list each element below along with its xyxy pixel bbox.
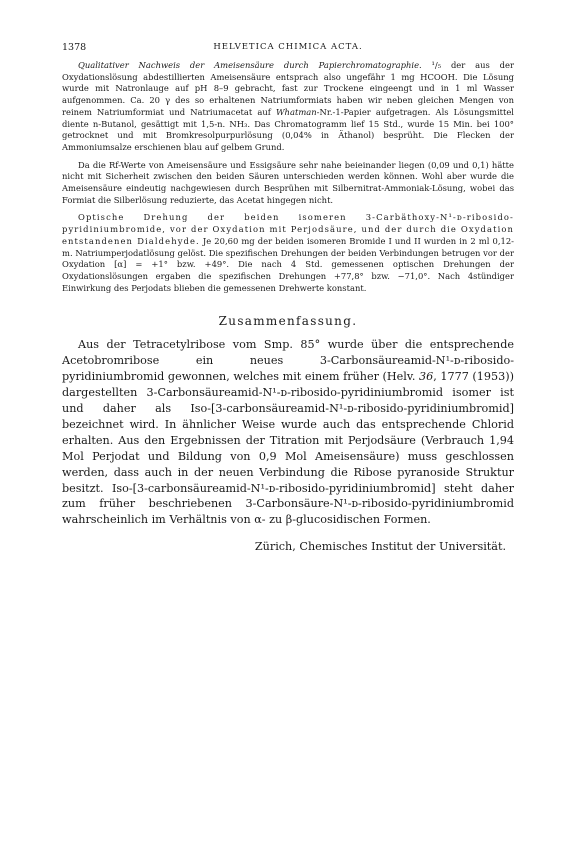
- running-header: [62, 42, 514, 58]
- summary-text: Aus der Tetracetylribose vom Smp. 85° wurde über die entsprechende Acetobromribose ein neues 3-Carbonsäureamid-N¹-ᴅ-ribosido-pyridiniumbromid gewonnen, welches mit einem früher (Helv.: [62, 338, 514, 384]
- paragraph-heading: Qualitativer Nachweis der Ameisensäure durch Papierchromatographie.: [78, 60, 422, 70]
- summary-text-cont: , 1777 (1953)) dargestellten 3-Carbonsäureamid-N¹-ᴅ-ribosido-pyridiniumbromid isomer ist und daher als Iso-[3-carbonsäureamid-N¹-ᴅ-ribosido-pyridiniumbromid] bezeichnet wird. In ähnlicher Weise wurde auch das entsprechende Chlorid erhalten. Aus den Ergebnissen der Titration mit Perjodsäure (Verbrauch 1,94 Mol Perjodat und Bildung von 0,9 Mol Ameisensäure) muss geschlossen werden, dass auch in der neuen Verbindung die Ribose pyranoside Struktur besitzt. Iso-[3-carbonsäureamid-N¹-ᴅ-ribosido-pyridiniumbromid] steht daher zum früher beschriebenen 3-Carbonsäure-N¹-ᴅ-ribosido-pyridiniumbromid wahrscheinlich im Verhältnis von α- zu β-glucosidischen Formen.: [62, 370, 514, 527]
- paragraph-rf-values: Da die Rf-Werte von Ameisensäure und Essigsäure sehr nahe beieinander liegen (0,09 und 0,1) hätte nicht mit Sicherheit zwischen den beiden Säuren unterschieden werden können. Wohl aber wurde die Ameisensäure eindeutig nachgewiesen durch Besprühen mit Silbernitrat-Ammoniak-Lösung, wobei das Formiat die Silberlösung reduzierte, das Acetat hingegen nicht.: [62, 159, 514, 205]
- affiliation: Zürich, Chemisches Institut der Universität.: [254, 540, 506, 554]
- paragraph-optical-rotation: [62, 212, 514, 294]
- paragraph-text: ¹/₅ der aus der Oxydationslösung abdestillierten Ameisensäure entsprach also ungefähr 1 mg HCOOH. Die Lösung wurde mit Natronlauge auf pH 8–9 gebracht, fast zur Trockene eingeengt und in 1 ml Wasser aufgenommen. Ca. 20 γ des so erhaltenen Natriumformiats haben wir neben gleichen Mengen von reinem Natriumformiat und Natriumacetat auf: [62, 60, 514, 117]
- paragraph-text: Je 20,60 mg der beiden isomeren Bromide I und II wurden in 2 ml 0,12-m. Natriumperjodatlösung gelöst. Die spezifischen Drehungen der beiden Verbindungen betrugen vor der Oxydation [α] = +1° bzw. +49°. Die nach 4 Std. gemessenen optischen Drehungen der Oxydationslösungen ergaben die spezifischen Drehungen +77,8° bzw. −71,0°. Nach 4stündiger Einwirkung des Perjodats blieben die gemessenen Drehwerte konstant.: [62, 235, 514, 293]
- page-number: 1378: [62, 42, 87, 53]
- summary-heading: Zusammenfassung.: [218, 314, 358, 329]
- paragraph-heading-spaced: Optische Drehung der beiden isomeren 3-Carbäthoxy-N¹-ᴅ-ribosido-pyridiniumbromide, vor der Oxydation mit Perjodsäure, und der durch die Oxydation entstandenen Dialdehyde.: [62, 212, 514, 246]
- summary-paragraph: [62, 337, 514, 528]
- page: [62, 42, 514, 553]
- journal-title: HELVETICA CHIMICA ACTA.: [213, 42, 363, 52]
- paper-brand: Whatman: [275, 106, 317, 117]
- volume-number: 36: [418, 370, 434, 384]
- paragraph-text-cont: -Nr.-1-Papier aufgetragen. Als Lösungsmittel diente n-Butanol, gesättigt mit 1,5-n. NH₃. Das Chromatogramm lief 15 Std., wurde 15 Min. bei 100° getrocknet und mit Bromkresolpurpurlösung (0,04% in Äthanol) besprüht. Die Flecken der Ammoniumsalze erschienen blau auf gelbem Grund.: [62, 106, 514, 152]
- experimental-section: [62, 60, 514, 294]
- paragraph-formic-acid-detection: [62, 60, 514, 154]
